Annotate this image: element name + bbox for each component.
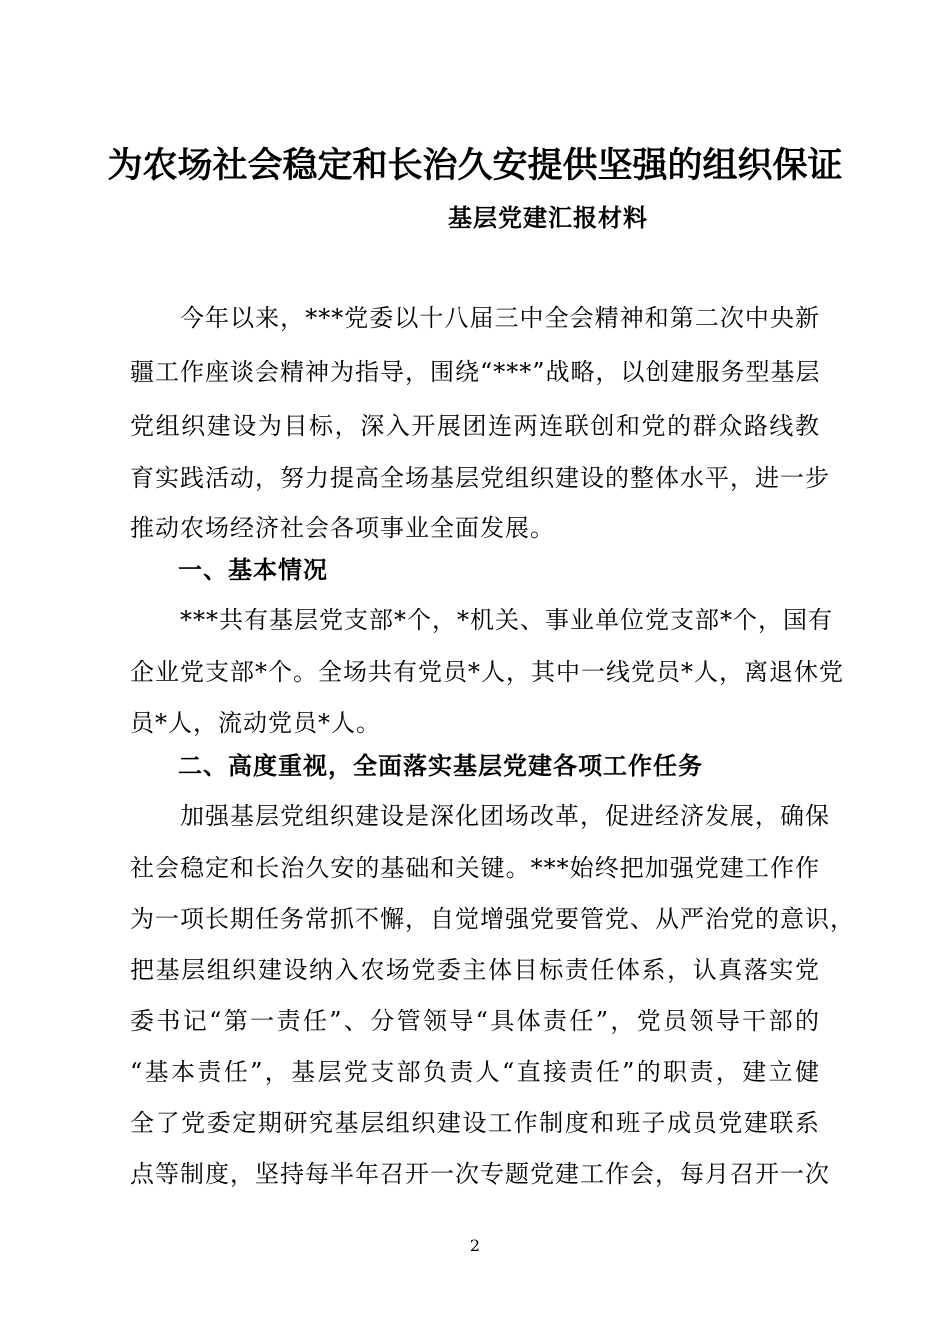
- paragraph-line: 推动农场经济社会各项事业全面发展。: [130, 514, 555, 542]
- paragraph-line: 员*人，流动党员*人。: [130, 709, 381, 737]
- section-heading: 一、基本情况: [178, 556, 328, 584]
- paragraph-line: 今年以来，***党委以十八届三中全会精神和第二次中央新: [180, 304, 820, 332]
- document-subtitle: 基层党建汇报材料: [448, 203, 648, 232]
- section-heading: 二、高度重视，全面落实基层党建各项工作任务: [178, 752, 703, 780]
- paragraph-line: 企业党支部*个。全场共有党员*人，其中一线党员*人，离退休党: [130, 658, 844, 686]
- paragraph-line: 育实践活动，努力提高全场基层党组织建设的整体水平，进一步: [130, 464, 830, 492]
- paragraph-line: ***共有基层党支部*个，*机关、事业单位党支部*个，国有: [180, 606, 833, 634]
- paragraph-line: 加强基层党组织建设是深化团场改革，促进经济发展，确保: [180, 802, 830, 830]
- document-title: 为农场社会稳定和长治久安提供坚强的组织保证: [107, 145, 843, 186]
- paragraph-line: 疆工作座谈会精神为指导，围绕“***”战略，以创建服务型基层: [130, 358, 821, 386]
- page-number: 2: [469, 1236, 481, 1255]
- paragraph-line: 委书记“第一责任”、分管领导“具体责任”，党员领导干部的: [130, 1007, 820, 1035]
- paragraph-line: 把基层组织建设纳入农场党委主体目标责任体系，认真落实党: [130, 956, 820, 984]
- paragraph-line: “基本责任”，基层党支部负责人“直接责任”的职责，建立健: [130, 1058, 820, 1086]
- paragraph-line: 点等制度，坚持每半年召开一次专题党建工作会，每月召开一次: [130, 1160, 830, 1188]
- paragraph-line: 社会稳定和长治久安的基础和关键。***始终把加强党建工作作: [130, 854, 820, 882]
- paragraph-line: 全了党委定期研究基层组织建设工作制度和班子成员党建联系: [130, 1109, 820, 1137]
- paragraph-line: 党组织建设为目标，深入开展团连两连联创和党的群众路线教: [130, 412, 820, 440]
- paragraph-line: 为一项长期任务常抓不懈，自觉增强党要管党、从严治党的意识，: [130, 905, 855, 933]
